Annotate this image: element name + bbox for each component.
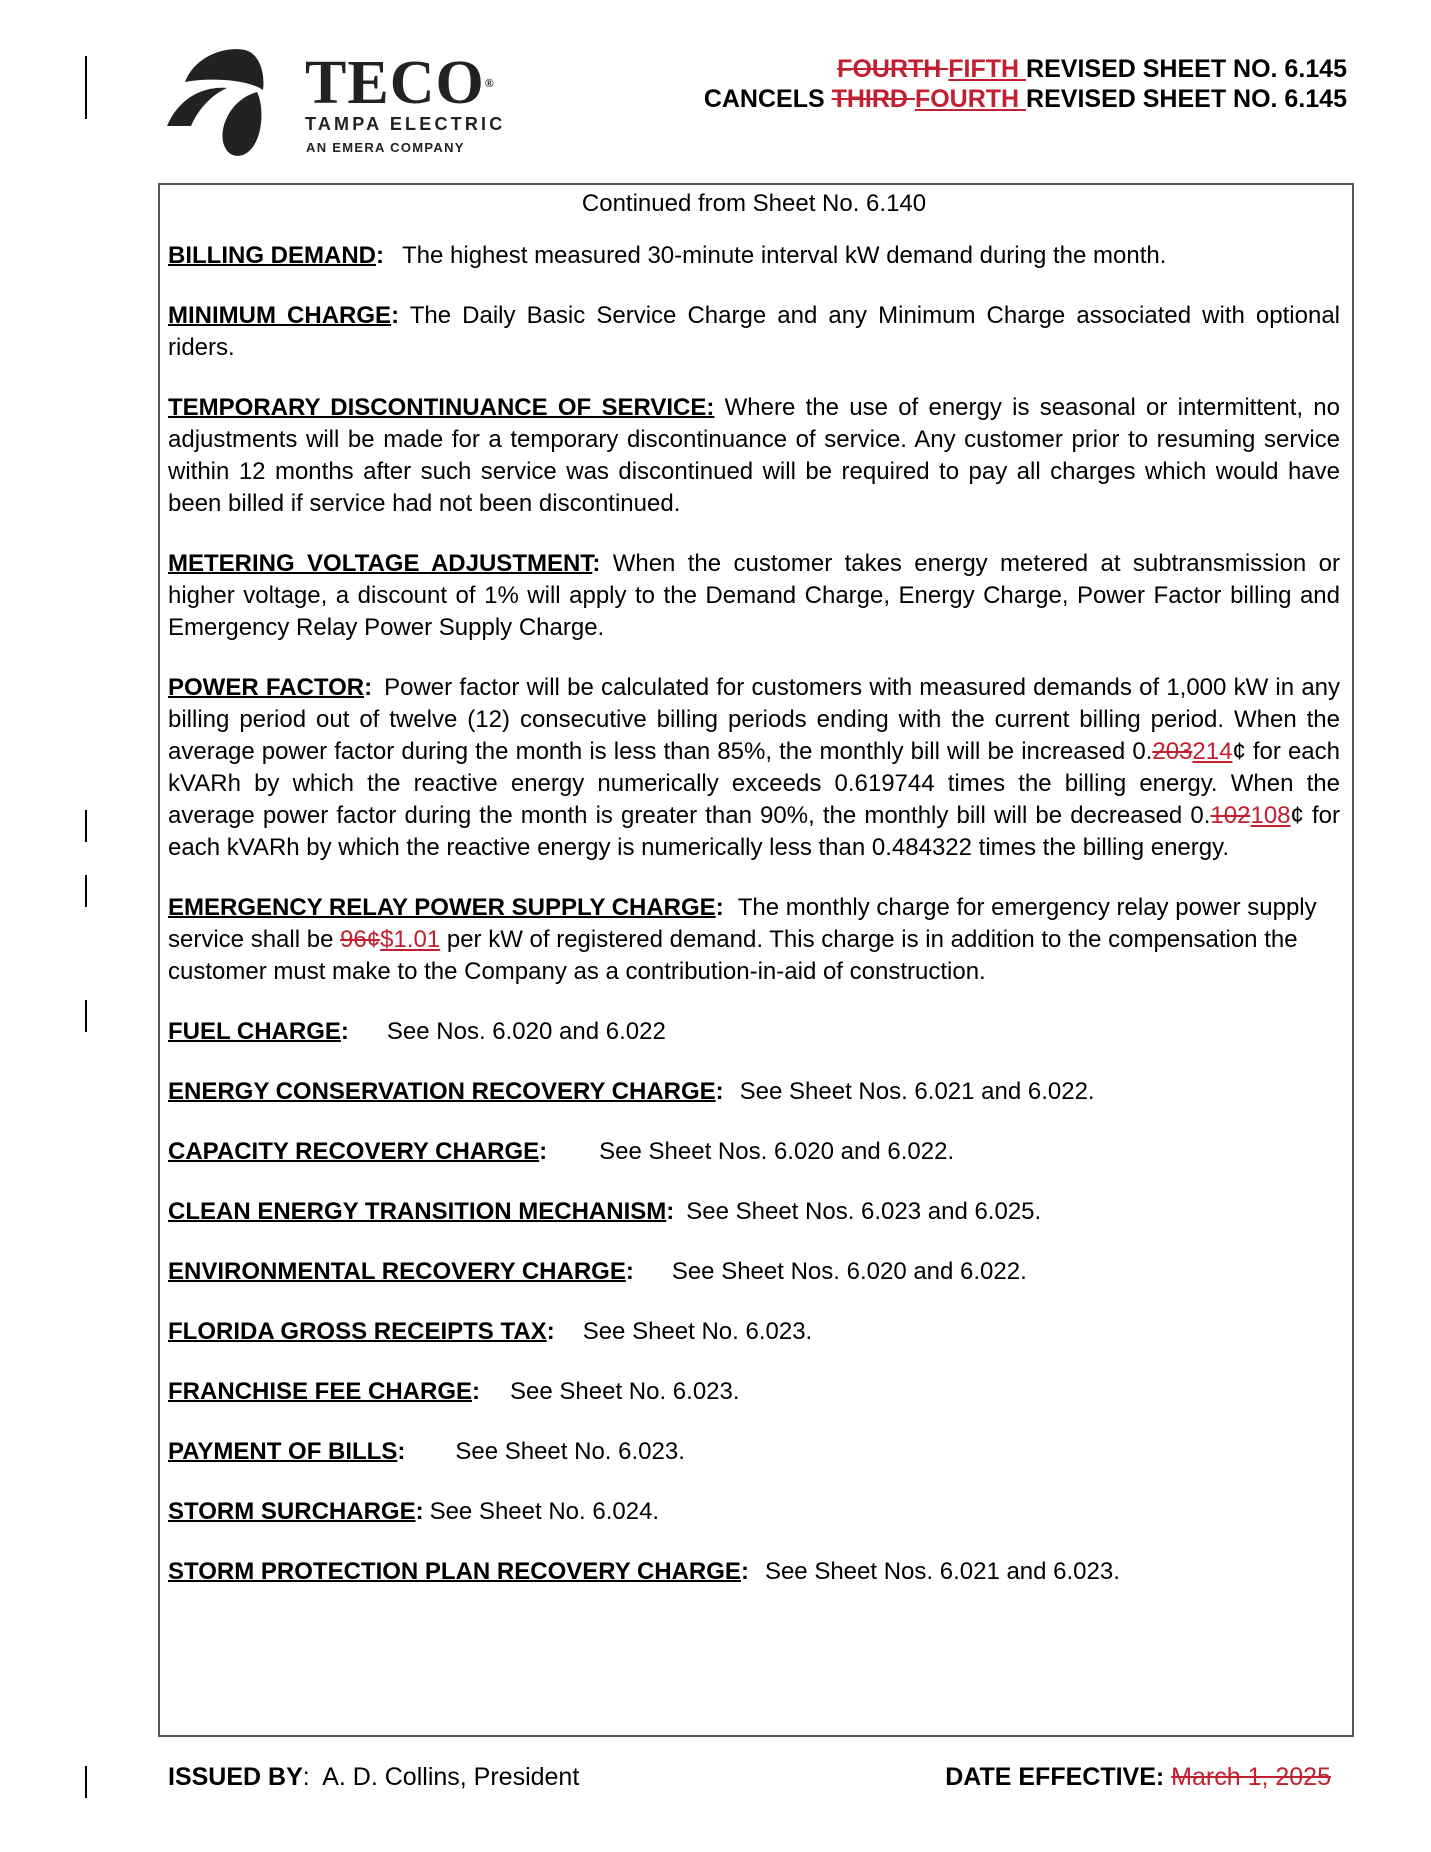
reference-label: CAPACITY RECOVERY CHARGE (168, 1138, 540, 1165)
sheet-number-text: REVISED SHEET NO. 6.145 (1026, 55, 1347, 83)
logo-brand: TECO (305, 49, 485, 117)
inserted-rate: 108 (1250, 802, 1291, 829)
reference-item: FLORIDA GROSS RECEIPTS TAX: See Sheet No. 6.023. (168, 1318, 813, 1345)
reference-item: FUEL CHARGE: See Nos. 6.020 and 6.022 (168, 1018, 666, 1045)
reference-text: See Sheet Nos. 6.023 and 6.025. (686, 1198, 1042, 1225)
change-bar-header (85, 56, 87, 119)
deleted-rate: 203 (1152, 738, 1193, 765)
section-label: TEMPORARY DISCONTINUANCE OF SERVICE: (168, 394, 715, 421)
section-text: Where the use of energy is seasonal or intermittent, no adjustments will be made for a temporary discontinuance of service. Any customer prior to resuming service within 12 months after such service was discontinued will be required to pay all charges which would have been billed if service had not been discontinued. (168, 394, 1340, 517)
issued-by-label: ISSUED BY (168, 1763, 303, 1791)
section-billing-demand: BILLING DEMAND: The highest measured 30-minute interval kW demand during the month. (168, 242, 1167, 269)
reference-label: ENVIRONMENTAL RECOVERY CHARGE (168, 1258, 626, 1285)
reference-text: See Sheet Nos. 6.021 and 6.022. (739, 1078, 1095, 1105)
inserted-charge: $1.01 (380, 926, 441, 953)
section-text: When the customer takes energy metered at subtransmission or higher voltage, a discount of 1% will apply to the Demand Charge, Energy Charge, Power Factor billing and Emergency Relay Power Supply Charge. (168, 550, 1340, 641)
inserted-rate: 214 (1192, 738, 1233, 765)
section-label: MINIMUM CHARGE (168, 302, 392, 329)
continued-note: Continued from Sheet No. 6.140 (581, 190, 927, 217)
reference-text: See Sheet Nos. 6.020 and 6.022. (671, 1258, 1027, 1285)
section-metering-voltage: METERING VOLTAGE ADJUSTMENT: When the customer takes energy metered at subtransmission or higher voltage, a discount of 1% will apply to the Demand Charge, Energy Charge, Power Factor billing and Emergency Relay Power Supply Charge. (168, 550, 1340, 641)
deleted-revision: FOURTH (837, 55, 949, 83)
reference-label: PAYMENT OF BILLS (168, 1438, 398, 1465)
reference-label: ENERGY CONSERVATION RECOVERY CHARGE (168, 1078, 716, 1105)
reference-text: See Sheet No. 6.023. (510, 1378, 740, 1405)
issued-by: ISSUED BY: A. D. Collins, President (168, 1763, 580, 1791)
registered-mark: ® (484, 76, 495, 90)
change-bar-power-factor-decrease (85, 875, 87, 907)
logo-company: TAMPA ELECTRIC (305, 114, 506, 134)
deleted-effective-date: March 1, 2025 (1171, 1763, 1331, 1791)
date-effective-label: DATE EFFECTIVE: (945, 1763, 1165, 1791)
tariff-content (168, 188, 1340, 1616)
section-emergency-relay: EMERGENCY RELAY POWER SUPPLY CHARGE: The monthly charge for emergency relay power supply service shall be 96¢$1.01 per kW of registered demand. This charge is in addition to the compensation the customer must make to the Company as a contribution-in-aid of construction. (168, 894, 1317, 985)
reference-item: ENVIRONMENTAL RECOVERY CHARGE: See Sheet Nos. 6.020 and 6.022. (168, 1258, 1027, 1285)
section-minimum-charge: MINIMUM CHARGE: The Daily Basic Service Charge and any Minimum Charge associated with optional riders. (168, 302, 1340, 361)
reference-item: CLEAN ENERGY TRANSITION MECHANISM: See Sheet Nos. 6.023 and 6.025. (168, 1198, 1042, 1225)
inserted-revision: FIFTH (948, 55, 1027, 83)
section-text: The Daily Basic Service Charge and any Minimum Charge associated with optional riders. (168, 302, 1340, 361)
reference-text: See Sheet No. 6.023. (455, 1438, 685, 1465)
section-label: POWER FACTOR (168, 674, 365, 701)
reference-list (168, 1016, 1340, 1588)
section-label: METERING VOLTAGE ADJUSTMENT (168, 550, 593, 577)
reference-item: STORM SURCHARGE: See Sheet No. 6.024. (168, 1498, 660, 1525)
section-text: The highest measured 30-minute interval kW demand during the month. (401, 242, 1167, 269)
section-temporary-discontinuance (168, 392, 1340, 520)
cancels-prefix: CANCELS (703, 85, 832, 113)
reference-label: STORM PROTECTION PLAN RECOVERY CHARGE (168, 1558, 741, 1585)
reference-item: PAYMENT OF BILLS: See Sheet No. 6.023. (168, 1438, 685, 1465)
issued-by-value: A. D. Collins, President (322, 1763, 580, 1791)
deleted-rate: 102 (1210, 802, 1251, 829)
teco-swoosh-icon (165, 48, 295, 158)
reference-text: See Sheet No. 6.024. (429, 1498, 660, 1525)
reference-label: CLEAN ENERGY TRANSITION MECHANISM (168, 1198, 667, 1225)
reference-label: FLORIDA GROSS RECEIPTS TAX (168, 1318, 547, 1345)
reference-text: See Nos. 6.020 and 6.022 (386, 1018, 666, 1045)
section-power-factor: POWER FACTOR: Power factor will be calculated for customers with measured demands of 1,000 kW in any billing period out of twelve (12) consecutive billing periods ending with the current billing period. When the average power factor during the month is less than 85%, the monthly bill will be increased 0.203214¢ for each kVARh by which the reactive energy numerically exceeds 0.619744 times the billing energy. When the average power factor during the month is greater than 90%, the monthly bill will be decreased 0.102108¢ for each kVARh by which the reactive energy is numerically less than 0.484322 times the billing energy. (168, 674, 1341, 861)
reference-text: See Sheet Nos. 6.020 and 6.022. (599, 1138, 955, 1165)
teco-logo (165, 48, 565, 158)
change-bar-footer (85, 1766, 87, 1798)
reference-label: FRANCHISE FEE CHARGE (168, 1378, 473, 1405)
deleted-revision: THIRD (831, 85, 915, 113)
reference-text: See Sheet Nos. 6.021 and 6.023. (764, 1558, 1120, 1585)
logo-parent: AN EMERA COMPANY (306, 140, 465, 155)
reference-item: ENERGY CONSERVATION RECOVERY CHARGE: See Sheet Nos. 6.021 and 6.022. (168, 1078, 1095, 1105)
date-effective (945, 1762, 1331, 1792)
reference-item: CAPACITY RECOVERY CHARGE: See Sheet Nos. 6.020 and 6.022. (168, 1138, 955, 1165)
change-bar-emergency-relay (85, 1000, 87, 1032)
reference-label: STORM SURCHARGE (168, 1498, 416, 1525)
reference-item: FRANCHISE FEE CHARGE: See Sheet No. 6.023. (168, 1378, 740, 1405)
cancels-sheet-line (704, 84, 1347, 114)
inserted-revision: FOURTH (914, 85, 1027, 113)
reference-text: See Sheet No. 6.023. (582, 1318, 813, 1345)
sheet-number-line (837, 54, 1347, 84)
change-bar-power-factor-increase (85, 810, 87, 842)
deleted-charge: 96¢ (340, 926, 381, 953)
section-label: EMERGENCY RELAY POWER SUPPLY CHARGE (168, 894, 716, 921)
reference-item: STORM PROTECTION PLAN RECOVERY CHARGE: See Sheet Nos. 6.021 and 6.023. (168, 1558, 1120, 1585)
section-label: BILLING DEMAND (168, 242, 376, 269)
reference-label: FUEL CHARGE (168, 1018, 341, 1045)
cancels-sheet-text: REVISED SHEET NO. 6.145 (1026, 85, 1347, 113)
